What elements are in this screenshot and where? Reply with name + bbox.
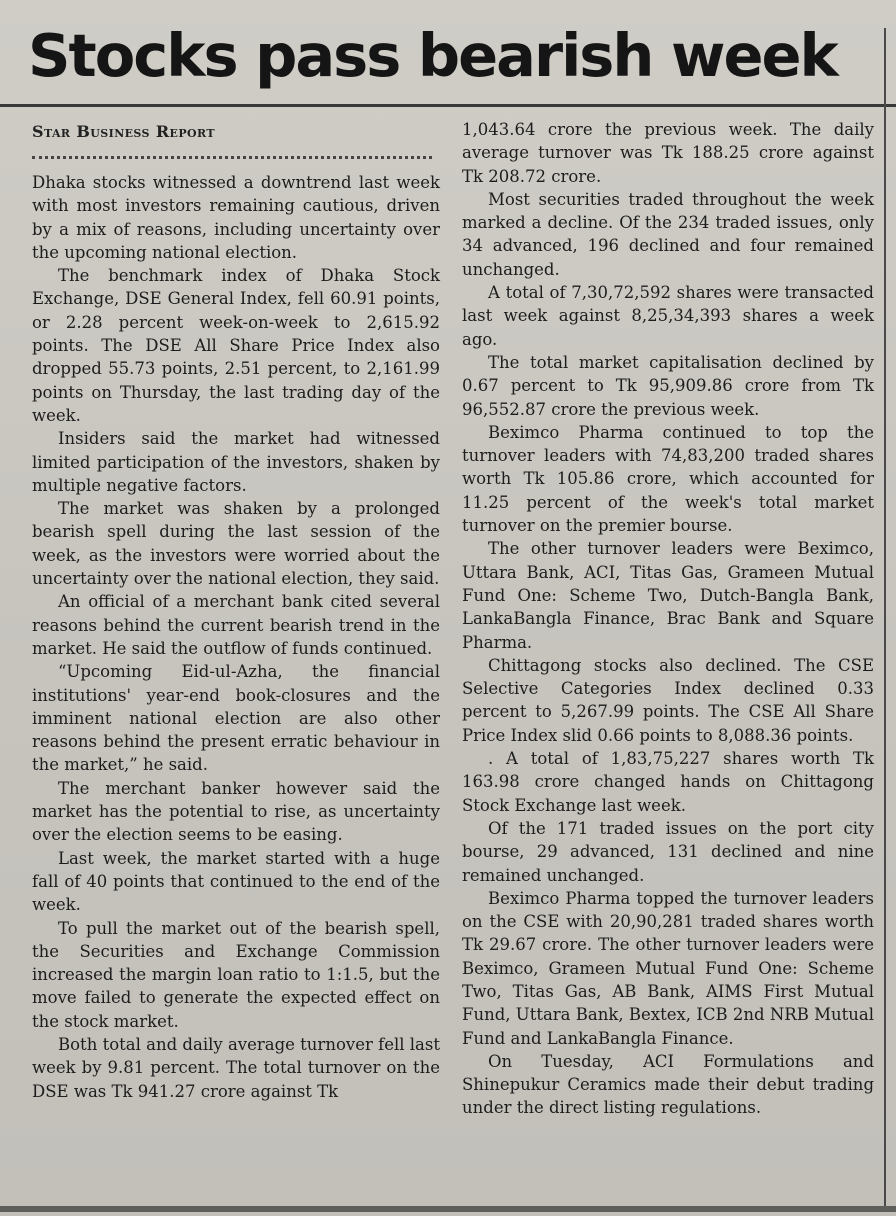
paragraph: Of the 171 traded issues on the port city bourse, 29 advanced, 131 declined and nine remained unchanged. xyxy=(462,818,874,885)
byline: Star Business Report xyxy=(32,122,215,141)
paragraph: The merchant banker however said the market has the potential to rise, as uncertainty over the election seems to be easing. xyxy=(32,778,440,845)
paragraph: 1,043.64 crore the previous week. The daily average turnover was Tk 188.25 crore against Tk 208.72 crore. xyxy=(462,120,874,186)
headline-rule xyxy=(0,104,896,107)
paragraph: To pull the market out of the bearish spell, the Securities and Exchange Commission increased the margin loan ratio to 1:1.5, but the move failed to generate the expected effect on the stock market. xyxy=(32,918,440,1031)
paragraph: Last week, the market started with a huge fall of 40 points that continued to the end of the week. xyxy=(32,848,440,915)
paragraph: On Tuesday, ACI Formulations and Shinepukur Ceramics made their debut trading under the direct listing regulations. xyxy=(462,1051,874,1118)
paragraph: . A total of 1,83,75,227 shares worth Tk 163.98 crore changed hands on Chittagong Stock Exchange last week. xyxy=(462,749,874,815)
paragraph: The total market capitalisation declined by 0.67 percent to Tk 95,909.86 crore from Tk 96,552.87 crore the previous week. xyxy=(462,352,874,419)
paragraph: Dhaka stocks witnessed a downtrend last week with most investors remaining cautious, driven by a mix of reasons, including uncertainty over the upcoming national election. xyxy=(32,173,440,262)
article-column-1 xyxy=(32,171,440,1103)
paragraph: Beximco Pharma topped the turnover leaders on the CSE with 20,90,281 traded shares worth Tk 29.67 crore. The other turnover leaders were Beximco, Grameen Mutual Fund One: Scheme Two, Titas Gas, AB Bank, AIMS First Mutual Fund, Uttara Bank, Bextex, ICB 2nd NRB Mutual Fund and LankaBangla Finance. xyxy=(462,888,874,1048)
paragraph: The benchmark index of Dhaka Stock Exchange, DSE General Index, fell 60.91 points, or 2.28 percent week-on-week to 2,615.92 points. The DSE All Share Price Index also dropped 55.73 points, 2.51 percent, to 2,161.99 points on Thursday, the last trading day of the week. xyxy=(32,266,440,425)
byline-dotted-rule xyxy=(32,156,432,159)
column-divider xyxy=(884,28,886,1208)
paragraph: Both total and daily average turnover fell last week by 9.81 percent. The total turnover on the DSE was Tk 941.27 crore against Tk xyxy=(32,1034,440,1101)
paragraph: The market was shaken by a prolonged bearish spell during the last session of the week, as the investors were worried about the uncertainty over the national election, they said. xyxy=(32,499,440,589)
paragraph: “Upcoming Eid-ul-Azha, the financial institutions' year-end book-closures and the imminent national election are also other reasons behind the present erratic behaviour in the market,” he said. xyxy=(32,662,440,775)
paragraph: Insiders said the market had witnessed limited participation of the investors, shaken by multiple negative factors. xyxy=(32,429,440,495)
paragraph: The other turnover leaders were Beximco, Uttara Bank, ACI, Titas Gas, Grameen Mutual Fund One: Scheme Two, Dutch-Bangla Bank, LankaBangla Finance, Brac Bank and Square Pharma. xyxy=(462,539,874,652)
paragraph: Beximco Pharma continued to top the turnover leaders with 74,83,200 traded shares worth Tk 105.86 crore, which accounted for 11.25 percent of the week's total market turnover on the premier bourse. xyxy=(462,422,874,536)
paragraph: An official of a merchant bank cited several reasons behind the current bearish trend in the market. He said the outflow of funds continued. xyxy=(32,592,440,658)
bottom-border xyxy=(0,1206,896,1212)
paragraph: Chittagong stocks also declined. The CSE Selective Categories Index declined 0.33 percent to 5,267.99 points. The CSE All Share Price Index slid 0.66 points to 8,088.36 points. xyxy=(462,655,874,745)
paragraph: Most securities traded throughout the week marked a decline. Of the 234 traded issues, only 34 advanced, 196 declined and four remained unchanged. xyxy=(462,189,874,279)
headline: Stocks pass bearish week xyxy=(28,21,837,90)
article-column-2 xyxy=(462,118,874,1120)
paragraph: A total of 7,30,72,592 shares were transacted last week against 8,25,34,393 shares a week ago. xyxy=(462,283,874,349)
